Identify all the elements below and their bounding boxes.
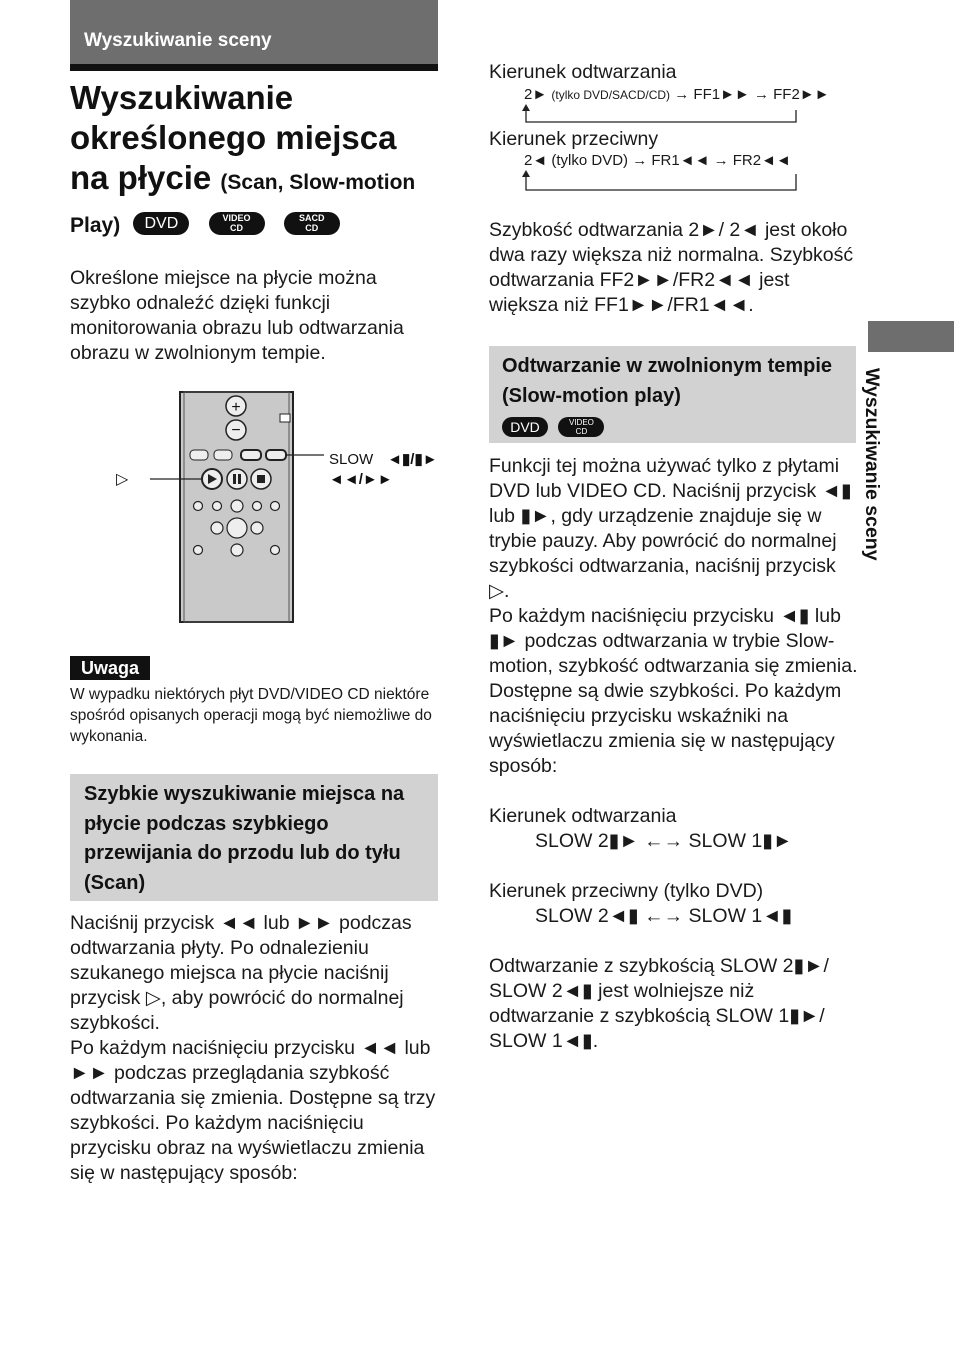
slow-video-cd-disc-icon: [558, 417, 604, 437]
dvd-disc-icon: DVD: [133, 212, 189, 235]
side-tab-text-box: [860, 368, 900, 608]
scan-reverse-loop-arrow: [520, 170, 810, 192]
scan-reverse-step-1: 2◄: [524, 152, 548, 169]
scan-reverse-step-2: FR1◄◄: [651, 152, 710, 169]
play-symbol-label: ▷: [116, 471, 129, 488]
title-line-3: na płycie: [70, 159, 212, 196]
slow-paragraph-1: Funkcji tej można używać tylko z płytami DVD lub VIDEO CD. Naciśnij przycisk ◄▮ lub ▮►, gdy urządzenie znajduje się w trybie pauzy. Aby powrócić do normalnej szybkości odtwarzania, naciśnij przycisk ▷.: [489, 455, 852, 602]
scan-paragraph-2: Po każdym naciśnięciu przycisku ◄◄ lub ►► podczas przeglądania szybkość odtwarzania się zmienia. Dostępne są trzy szybkości. Po każdym naciśnięciu przycisku obraz na wyświetlaczu zmienia się w następujący sposób:: [70, 1037, 436, 1184]
remote-illustration: [110, 388, 450, 628]
next-button-icon: [214, 450, 232, 460]
scan-arrow-2: →: [753, 86, 769, 103]
sacd-top: SACD: [298, 212, 325, 223]
page-title: [70, 78, 445, 246]
section-tab: [70, 0, 438, 64]
svg-text:−: −: [231, 422, 241, 439]
slow-label-text: SLOW: [329, 451, 374, 468]
sacd-disc-icon: [284, 212, 340, 235]
scan-symbols-label: ◄◄/►►: [329, 471, 393, 488]
scan-arrow-3: →: [632, 152, 648, 169]
scan-reverse-sequence: [524, 152, 791, 169]
video-cd-bottom: CD: [230, 222, 244, 233]
scan-forward-loop-arrow: [520, 104, 810, 126]
scan-reverse-note: (tylko DVD): [551, 152, 629, 169]
slow-forward-button-icon: [266, 450, 286, 460]
scan-forward-label: Kierunek odtwarzania: [489, 61, 677, 83]
scan-heading: Szybkie wyszukiwanie miejsca na płycie podczas szybkiego przewijania do przodu lub do tyłu (Scan): [84, 783, 405, 894]
slow-symbols: ◄▮/▮►: [387, 451, 438, 468]
slow-paragraph-3: Odtwarzanie z szybkością SLOW 2▮►/ SLOW 2◄▮ jest wolniejsze niż odtwarzanie z szybkością SLOW 1▮►/ SLOW 1◄▮.: [489, 955, 829, 1052]
video-cd-top: VIDEO: [222, 212, 251, 223]
slow-paragraph-2: Po każdym naciśnięciu przycisku ◄▮ lub ▮► podczas odtwarzania w trybie Slow-motion, szybkość odtwarzania się zmienia. Dostępne są dwie szybkości. Po każdym naciśnięciu przycisku wskaźniki na wyświetlaczu zmienia się w następujący sposób:: [489, 605, 858, 777]
slow-dvd-disc-icon: DVD: [502, 417, 548, 437]
slow-heading-box: [489, 346, 856, 443]
scan-forward-sequence: [524, 86, 830, 103]
slow-reverse-label: Kierunek przeciwny (tylko DVD): [489, 880, 764, 902]
prev-button-icon: [190, 450, 208, 460]
slow-label: [329, 451, 438, 468]
scan-forward-step-2: FF1►►: [693, 86, 750, 103]
slow-forward-label: Kierunek odtwarzania: [489, 805, 677, 827]
section-tab-label: Wyszukiwanie sceny: [84, 30, 272, 51]
scan-speed-text: Szybkość odtwarzania 2►/ 2◄ jest około dwa razy większa niż normalna. Szybkość odtwarzania FF2►►/FR2◄◄ jest większa niż FF1►►/FR1◄◄.: [489, 219, 854, 316]
scan-arrow-1: →: [674, 86, 690, 103]
scan-forward-step-3: FF2►►: [773, 86, 830, 103]
pause-button-icon: [227, 469, 247, 489]
intro-text: Określone miejsce na płycie można szybko odnaleźć dzięki funkcji monitorowania obrazu lub odtwarzania obrazu w zwolnionym tempie.: [70, 267, 404, 364]
scan-heading-box: [70, 774, 438, 901]
svg-text:+: +: [231, 399, 241, 416]
scan-paragraph-1: Naciśnij przycisk ◄◄ lub ►► podczas odtwarzania płyty. Po odnalezieniu szukanego miejsca na płycie naciśnij przycisk ▷, aby powrócić do normalnej szybkości.: [70, 912, 412, 1034]
sacd-bottom: CD: [305, 222, 319, 233]
title-subtitle-b: Play): [70, 214, 121, 237]
video-cd-disc-icon: [209, 212, 265, 235]
slow-forward-cycle: SLOW 2▮► ←→ SLOW 1▮►: [535, 830, 793, 852]
scan-arrow-4: →: [713, 152, 729, 169]
slow-heading: Odtwarzanie w zwolnionym tempie (Slow-motion play): [502, 355, 833, 407]
slow-video-cd-bottom: CD: [575, 427, 588, 436]
section-rule: [70, 64, 438, 71]
slow-reverse-cycle: SLOW 2◄▮ ←→ SLOW 1◄▮: [535, 905, 793, 927]
scan-reverse-label: Kierunek przeciwny: [489, 128, 659, 150]
slow-video-cd-top: VIDEO: [569, 418, 594, 427]
title-line-2: określonego miejsca: [70, 119, 397, 156]
slow-reverse-button-icon: [241, 450, 261, 460]
note-label: Uwaga: [70, 656, 150, 680]
side-tab-label: Wyszukiwanie sceny: [861, 368, 883, 561]
scan-reverse-step-3: FR2◄◄: [732, 152, 791, 169]
scan-forward-note: (tylko DVD/SACD/CD): [551, 88, 671, 102]
scan-forward-step-1: 2►: [524, 86, 548, 103]
title-subtitle-a: (Scan, Slow-motion: [220, 171, 416, 194]
side-tab-marker: [868, 321, 954, 352]
note-text: W wypadku niektórych płyt DVD/VIDEO CD niektóre spośród opisanych operacji mogą być niemożliwe do wykonania.: [70, 686, 432, 745]
title-line-1: Wyszukiwanie: [70, 79, 294, 116]
